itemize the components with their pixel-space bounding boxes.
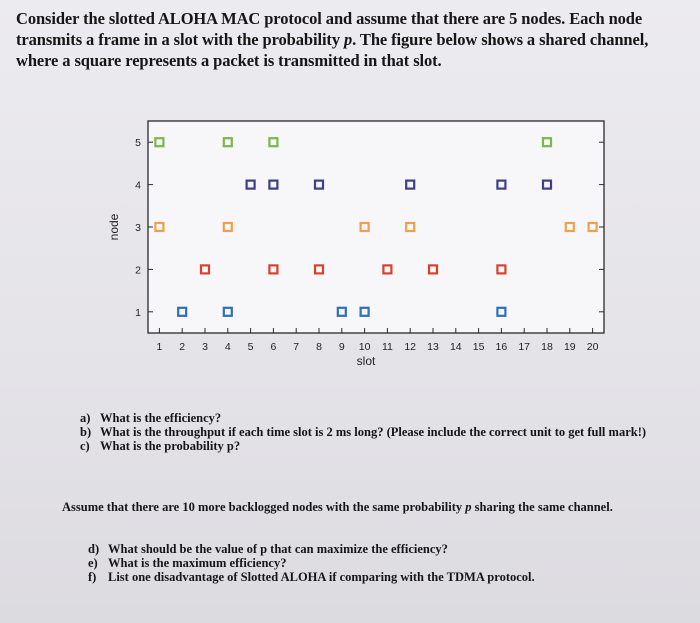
x-tick-label: 8 <box>316 341 322 353</box>
y-tick-label: 1 <box>135 306 141 319</box>
x-tick-label: 14 <box>449 341 462 353</box>
question-a <box>80 411 655 425</box>
x-tick-label: 13 <box>427 341 439 353</box>
question-label: d) <box>88 542 100 556</box>
questions-part1 <box>80 411 655 453</box>
x-tick-label: 10 <box>358 341 371 353</box>
y-tick-label: 4 <box>135 179 141 192</box>
x-tick-label: 7 <box>293 341 300 353</box>
questions-part2 <box>88 542 648 584</box>
x-tick-label: 6 <box>270 341 277 353</box>
x-tick-label: 11 <box>381 341 393 353</box>
x-tick-label: 2 <box>179 341 186 353</box>
question-text: List one disadvantage of Slotted ALOHA if comparing with the TDMA protocol. <box>108 570 535 584</box>
question-b <box>80 425 655 439</box>
question-f <box>88 570 648 584</box>
assumption-text <box>62 500 642 514</box>
question-c <box>80 439 655 453</box>
assume-variable-p: p <box>465 500 472 514</box>
question-text: What is the efficiency? <box>100 411 222 425</box>
x-tick-label: 12 <box>404 341 417 353</box>
question-text: What is the maximum efficiency? <box>108 556 287 570</box>
x-tick-label: 1 <box>156 341 163 353</box>
intro-text-1: Consider the slotted ALOHA MAC protocol and assume that there are 5 nodes. Each node transmits a frame in a slot with the probability <box>16 9 643 49</box>
x-tick-label: 19 <box>563 341 576 353</box>
intro-text-2: . The figure below shows a shared channel, where a square represents a packet is transmitted in that slot. <box>16 30 649 70</box>
question-text: What is the probability p? <box>100 439 241 453</box>
x-tick-label: 3 <box>202 341 208 353</box>
question-label: a) <box>80 411 91 425</box>
question-e <box>88 556 648 570</box>
y-axis-label: node <box>107 213 121 241</box>
x-tick-label: 9 <box>338 341 345 353</box>
x-tick-label: 17 <box>518 341 531 353</box>
question-d <box>88 542 648 556</box>
question-label: b) <box>80 425 92 439</box>
plot-frame <box>148 121 604 333</box>
x-axis-label: slot <box>356 354 376 368</box>
question-text: What is the throughput if each time slot is 2 ms long? (Please include the correct unit to get full mark!) <box>100 425 647 439</box>
x-tick-label: 16 <box>495 341 508 353</box>
x-tick-label: 15 <box>472 341 485 353</box>
question-label: f) <box>88 570 97 584</box>
y-tick-label: 2 <box>135 264 141 277</box>
x-tick-label: 4 <box>224 341 231 353</box>
y-tick-label: 5 <box>135 137 141 150</box>
assume-text-1: Assume that there are 10 more backlogged nodes with the same probability <box>62 500 466 514</box>
question-label: c) <box>80 439 90 453</box>
assume-text-2: sharing the same channel. <box>471 500 613 514</box>
y-tick-label: 3 <box>135 222 141 234</box>
intro-variable-p: p <box>344 30 353 49</box>
x-tick-label: 18 <box>541 341 553 353</box>
question-label: e) <box>88 556 98 570</box>
x-tick-label: 20 <box>586 341 599 353</box>
x-tick-label: 5 <box>247 341 254 353</box>
question-text: What should be the value of p that can maximize the efficiency? <box>108 542 448 556</box>
